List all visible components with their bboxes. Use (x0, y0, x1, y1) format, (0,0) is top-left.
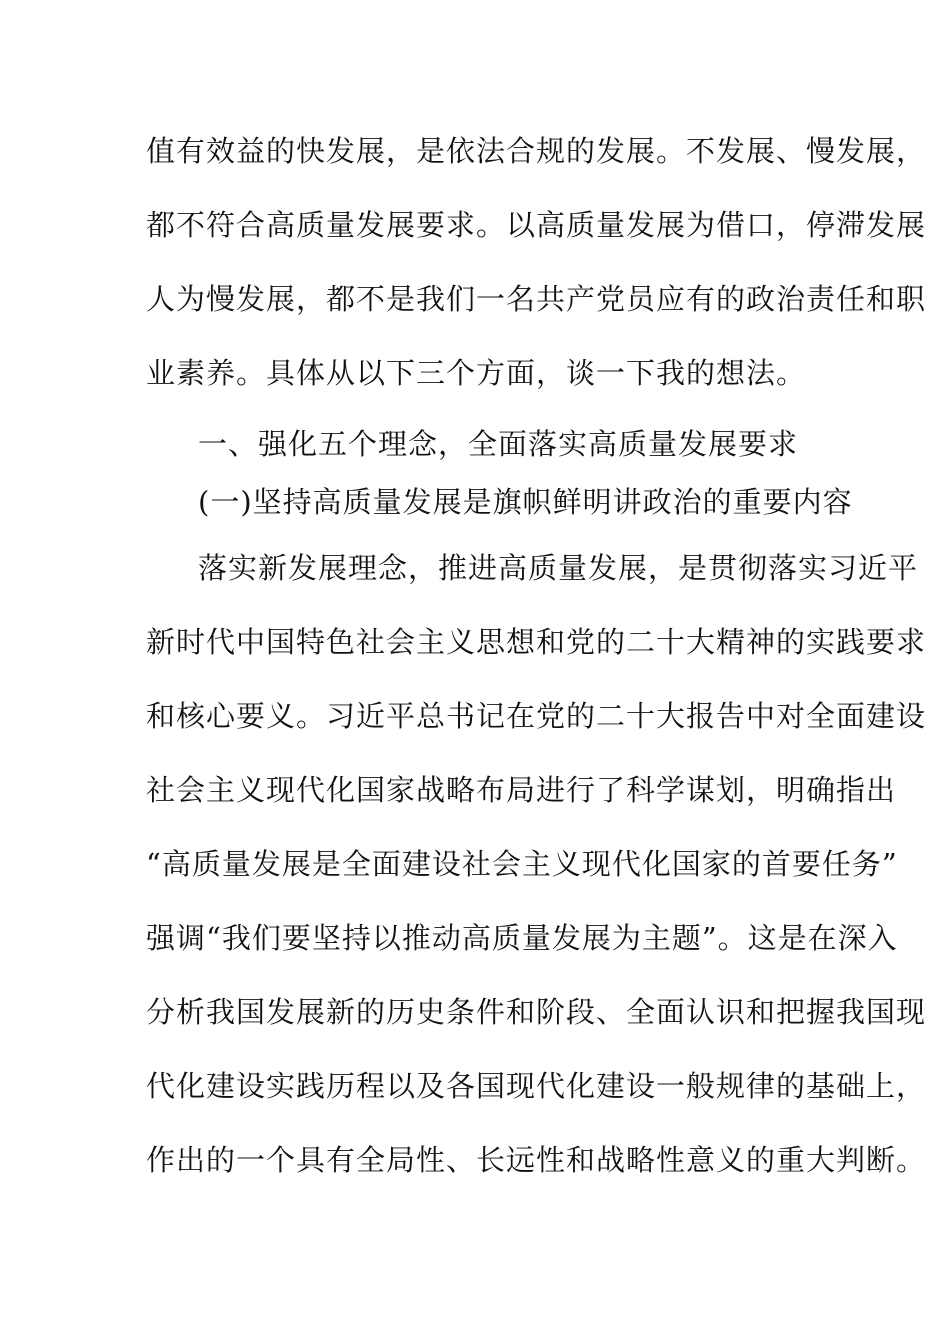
section-heading: 一、强化五个理念，全面落实高质量发展要求 (198, 427, 799, 461)
paragraph-line: 值有效益的快发展，是依法合规的发展。不发展、慢发展， (146, 134, 927, 168)
paragraph-line: 业素养。具体从以下三个方面，谈一下我的想法。 (146, 356, 807, 390)
paragraph-line: 社会主义现代化国家战略布局进行了科学谋划，明确指出 (146, 773, 897, 807)
paragraph-line: 分析我国发展新的历史条件和阶段、全面认识和把握我国现 (146, 995, 927, 1029)
paragraph-line: 人为慢发展，都不是我们一名共产党员应有的政治责任和职 (146, 282, 927, 316)
paragraph-line: 作出的一个具有全局性、长远性和战略性意义的重大判断。 (146, 1143, 927, 1177)
paragraph-line: 强调“我们要坚持以推动高质量发展为主题”。这是在深入 (146, 921, 898, 955)
paragraph-line: 新时代中国特色社会主义思想和党的二十大精神的实践要求 (146, 625, 927, 659)
paragraph-line: 和核心要义。习近平总书记在党的二十大报告中对全面建设 (146, 699, 927, 733)
paragraph-line: “高质量发展是全面建设社会主义现代化国家的首要任务” (146, 847, 898, 881)
subsection-heading: (一)坚持高质量发展是旗帜鲜明讲政治的重要内容 (198, 485, 853, 519)
paragraph-line: 都不符合高质量发展要求。以高质量发展为借口，停滞发展 (146, 208, 927, 242)
paragraph-line: 落实新发展理念，推进高质量发展，是贯彻落实习近平 (198, 551, 919, 585)
paragraph-line: 代化建设实践历程以及各国现代化建设一般规律的基础上， (146, 1069, 927, 1103)
